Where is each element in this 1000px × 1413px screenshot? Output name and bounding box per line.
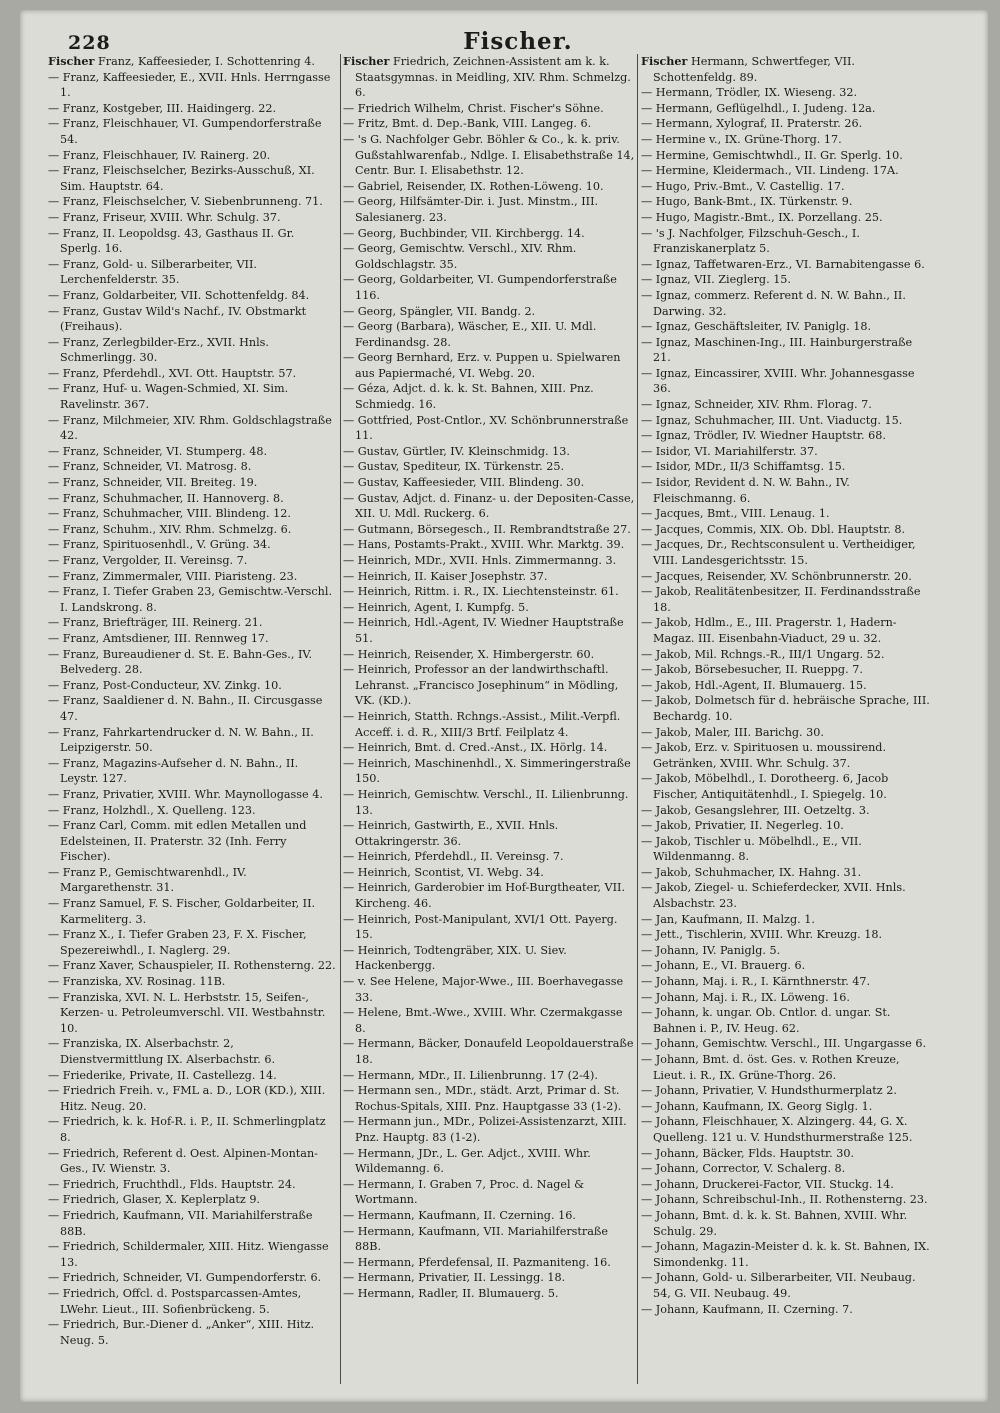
directory-entry: — Johann, IV. Paniglg. 5. bbox=[641, 943, 781, 957]
directory-entry: — Ignaz, commerz. Referent d. N. W. Bahn., II. Darwing. 32. bbox=[641, 288, 906, 318]
directory-entry: — Johann, Gemischtw. Verschl., III. Ungargasse 6. bbox=[641, 1037, 927, 1051]
directory-entry: — Franziska, IX. Alserbachstr. 2, Dienstvermittlung IX. Alserbachstr. 6. bbox=[48, 1037, 276, 1066]
directory-entry: — Franz, Holzhdl., X. Quelleng. 123. bbox=[48, 803, 256, 817]
column-1 bbox=[48, 54, 338, 1384]
directory-entry: — Heinrich, Statth. Rchngs.-Assist., Milit.-Verpfl. Acceff. i. d. R., XIII/3 Brtf. Feilplatz 4. bbox=[343, 709, 621, 739]
directory-entry: — Georg, Goldarbeiter, VI. Gumpendorferstraße 116. bbox=[343, 273, 617, 302]
directory-entry: — Gustav, Gürtler, IV. Kleinschmidg. 13. bbox=[343, 444, 570, 458]
directory-entry: — Franz, Schneider, VI. Stumperg. 48. bbox=[48, 444, 268, 458]
directory-entry: — Franz, Fleischhauer, IV. Rainerg. 20. bbox=[48, 148, 271, 162]
directory-entry: — Hugo, Magistr.-Bmt., IX. Porzellang. 25. bbox=[641, 210, 883, 224]
directory-entry: — Gustav, Kaffeesieder, VIII. Blindeng. 30. bbox=[343, 476, 585, 490]
directory-entry: — Jakob, Schuhmacher, IX. Hahng. 31. bbox=[641, 865, 862, 879]
directory-entry: — Ignaz, VII. Zieglerg. 15. bbox=[641, 273, 791, 287]
directory-entry: — Friedrich, Referent d. Oest. Alpinen-Montan-Ges., IV. Wienstr. 3. bbox=[48, 1146, 318, 1176]
directory-entry: — Jakob, Dolmetsch für d. hebräische Sprache, III. Bechardg. 10. bbox=[641, 694, 930, 723]
directory-entry: — Franz, Briefträger, III. Reinerg. 21. bbox=[48, 616, 263, 630]
directory-entry: — Franz, Friseur, XVIII. Whr. Schulg. 37. bbox=[48, 210, 281, 224]
directory-entry: — Heinrich, Hdl.-Agent, IV. Wiedner Hauptstraße 51. bbox=[343, 616, 624, 645]
directory-entry: — Géza, Adjct. d. k. k. St. Bahnen, XIII. Pnz. Schmiedg. 16. bbox=[343, 382, 594, 412]
directory-entry: — Hermann, Xylograf, II. Praterstr. 26. bbox=[641, 117, 863, 131]
directory-entry: — Johann, Kaufmann, IX. Georg Siglg. 1. bbox=[641, 1099, 873, 1113]
directory-entry: — Jett., Tischlerin, XVIII. Whr. Kreuzg. 18. bbox=[641, 928, 883, 942]
directory-entry: — Isidor, VI. Mariahilferstr. 37. bbox=[641, 444, 818, 458]
directory-entry: — Jacques, Bmt., VIII. Lenaug. 1. bbox=[641, 507, 830, 521]
directory-entry: — Franz, Fleischselcher, V. Siebenbrunneng. 71. bbox=[48, 195, 323, 209]
directory-entry: — Gustav, Adjct. d. Finanz- u. der Depositen-Casse, XII. U. Mdl. Ruckerg. 6. bbox=[343, 491, 635, 521]
directory-entry: — Friedrich Freih. v., FML a. D., LOR (KD.), XIII. Hitz. Neug. 20. bbox=[48, 1084, 326, 1113]
directory-entry: — Franz, Fleischselcher, Bezirks-Ausschuß, XI. Sim. Hauptstr. 64. bbox=[48, 164, 315, 193]
directory-entry: — Friedrich, Schildermaler, XIII. Hitz. Wiengasse 13. bbox=[48, 1240, 329, 1269]
directory-entry: — Ignaz, Maschinen-Ing., III. Hainburgerstraße 21. bbox=[641, 335, 913, 365]
directory-entry: — Heinrich, Scontist, VI. Webg. 34. bbox=[343, 865, 544, 879]
directory-entry: — Franz, II. Leopoldsg. 43, Gasthaus II. Gr. Sperlg. 16. bbox=[48, 226, 295, 256]
directory-entry: — Franz, Schuhmacher, VIII. Blindeng. 12. bbox=[48, 507, 291, 521]
directory-entry: — Hermine v., IX. Grüne-Thorg. 17. bbox=[641, 132, 842, 146]
directory-entry: — Franz Xaver, Schauspieler, II. Rothensterng. 22. bbox=[48, 959, 336, 973]
directory-entry: — Georg, Gemischtw. Verschl., XIV. Rhm. Goldschlagstr. 35. bbox=[343, 242, 577, 271]
directory-entry: — Hermann sen., MDr., städt. Arzt, Primar d. St. Rochus-Spitals, XIII. Pnz. Hauptgasse 33 (1-2). bbox=[343, 1084, 622, 1113]
directory-entry: — Hermann, Kaufmann, VII. Mariahilferstraße 88B. bbox=[343, 1224, 609, 1254]
directory-entry: — Friedrich, k. k. Hof-R. i. P., II. Schmerlingplatz 8. bbox=[48, 1115, 326, 1144]
directory-entry: — Hermann, Radler, II. Blumauerg. 5. bbox=[343, 1286, 559, 1300]
directory-entry: — Hermine, Gemischtwhdl., II. Gr. Sperlg. 10. bbox=[641, 148, 903, 162]
directory-entry: — Heinrich, Maschinenhdl., X. Simmeringerstraße 150. bbox=[343, 756, 631, 786]
directory-entry: Fischer Friedrich, Zeichnen-Assistent am k. k. Staatsgymnas. in Meidling, XIV. Rhm. Schmelzg. 6. bbox=[343, 54, 631, 100]
directory-entry: — Heinrich, Gemischtw. Verschl., II. Lilienbrunng. 13. bbox=[343, 787, 629, 817]
directory-entry: — Georg, Spängler, VII. Bandg. 2. bbox=[343, 304, 536, 318]
directory-entry: — Franz, Huf- u. Wagen-Schmied, XI. Sim. Ravelinstr. 367. bbox=[48, 382, 289, 412]
directory-entry: — Heinrich, MDr., XVII. Hnls. Zimmermanng. 3. bbox=[343, 554, 617, 567]
directory-entry: — Hans, Postamts-Prakt., XVIII. Whr. Marktg. 39. bbox=[343, 538, 625, 552]
directory-entry: — Jakob, Möbelhdl., I. Dorotheerg. 6, Jacob Fischer, Antiquitätenhdl., I. Spiegelg. 10. bbox=[641, 772, 889, 801]
directory-entry: — Franz, Schneider, VI. Matrosg. 8. bbox=[48, 460, 252, 474]
directory-entry: — Heinrich, Todtengräber, XIX. U. Siev. Hackenbergg. bbox=[343, 943, 567, 973]
directory-entry: — Hermann, I. Graben 7, Proc. d. Nagel & Wortmann. bbox=[343, 1177, 585, 1207]
directory-entry: — Hermann, Geflügelhdl., I. Judeng. 12a. bbox=[641, 101, 876, 115]
directory-entry: — Johann, Maj. i. R., IX. Löweng. 16. bbox=[641, 990, 850, 1004]
directory-entry: — Jakob, Privatier, II. Negerleg. 10. bbox=[641, 819, 844, 833]
directory-entry: — Heinrich, Reisender, X. Himbergerstr. 60. bbox=[343, 647, 595, 661]
directory-entry: — Franz, Kaffeesieder, E., XVII. Hnls. Herrngasse 1. bbox=[48, 70, 331, 100]
directory-entry: — Franz, Kostgeber, III. Haidingerg. 22. bbox=[48, 101, 277, 115]
directory-entry: — 's J. Nachfolger, Filzschuh-Gesch., I. Franziskanerplatz 5. bbox=[641, 226, 860, 256]
directory-entry: — Franz, Pferdehdl., XVI. Ott. Hauptstr. 57. bbox=[48, 366, 297, 380]
directory-entry: — Heinrich, Post-Manipulant, XVI/1 Ott. Payerg. 15. bbox=[343, 912, 618, 942]
directory-entry: — Hermann, JDr., L. Ger. Adjct., XVIII. Whr. Wildemanng. 6. bbox=[343, 1146, 591, 1176]
directory-entry: — Franz, Saaldiener d. N. Bahn., II. Circusgasse 47. bbox=[48, 694, 323, 723]
directory-entry: — Isidor, MDr., II/3 Schiffamtsg. 15. bbox=[641, 460, 846, 474]
directory-entry: — Franz, Goldarbeiter, VII. Schottenfeldg. 84. bbox=[48, 288, 310, 302]
directory-entry: — Georg (Barbara), Wäscher, E., XII. U. Mdl. Ferdinandsg. 28. bbox=[343, 320, 597, 349]
directory-entry: — Johann, Corrector, V. Schalerg. 8. bbox=[641, 1162, 846, 1176]
directory-entry: — Gustav, Spediteur, IX. Türkenstr. 25. bbox=[343, 460, 565, 474]
directory-entry: — Georg, Buchbinder, VII. Kirchbergg. 14. bbox=[343, 226, 585, 240]
directory-entry: — Franziska, XVI. N. L. Herbststr. 15, Seifen-, Kerzen- u. Petroleumverschl. VII. Westbahnstr. 10. bbox=[48, 990, 326, 1035]
directory-entry: — v. See Helene, Major-Wwe., III. Boerhavegasse 33. bbox=[343, 975, 624, 1004]
directory-entry: — Franz P., Gemischtwarenhdl., IV. Margarethenstr. 31. bbox=[48, 865, 247, 895]
directory-entry: — Georg, Hilfsämter-Dir. i. Just. Minstm., III. Salesianerg. 23. bbox=[343, 195, 599, 224]
directory-entry: — Hermann, Pferdefensal, II. Pazmaniteng. 16. bbox=[343, 1255, 611, 1269]
directory-entry: — Franz, Amtsdiener, III. Rennweg 17. bbox=[48, 631, 269, 645]
directory-entry: — Ignaz, Schuhmacher, III. Unt. Viaductg. 15. bbox=[641, 413, 903, 427]
directory-entry: — Friedrich, Schneider, VI. Gumpendorferstr. 6. bbox=[48, 1271, 322, 1285]
directory-entry: — Heinrich, Professor an der landwirthschaftl. Lehranst. „Francisco Josephinum“ in Mödling, VK. (KD.). bbox=[343, 663, 619, 708]
directory-entry: — Jakob, Hdlm., E., III. Pragerstr. 1, Hadern-Magaz. III. Eisenbahn-Viaduct, 29 u. 32. bbox=[641, 616, 897, 645]
directory-entry: — Johann, Bmt. d. öst. Ges. v. Rothen Kreuze, Lieut. i. R., IX. Grüne-Thorg. 26. bbox=[641, 1053, 900, 1082]
directory-entry: — Heinrich, Gastwirth, E., XVII. Hnls. Ottakringerstr. 36. bbox=[343, 819, 559, 848]
directory-entry: — 's G. Nachfolger Gebr. Böhler & Co., k. k. priv. Gußstahlwarenfab., Ndlge. I. Elisabethstraße 14, Centr. Bur. I. Elisabethstr. 12. bbox=[343, 132, 635, 178]
directory-entry: — Hugo, Bank-Bmt., IX. Türkenstr. 9. bbox=[641, 195, 853, 209]
directory-entry: — Franz, Schneider, VII. Breiteg. 19. bbox=[48, 476, 258, 490]
directory-entry: — Jacques, Dr., Rechtsconsulent u. Vertheidiger, VIII. Landesgerichtsstr. 15. bbox=[641, 538, 916, 567]
column-divider bbox=[340, 54, 341, 1384]
directory-entry: — Gutmann, Börsegesch., II. Rembrandtstraße 27. bbox=[343, 522, 631, 536]
directory-entry: — Johann, Fleischhauer, X. Alzingerg. 44, G. X. Quelleng. 121 u. V. Hundsthurmerstraße 125. bbox=[641, 1115, 913, 1144]
directory-entry: — Johann, k. ungar. Ob. Cntlor. d. ungar. St. Bahnen i. P., IV. Heug. 62. bbox=[641, 1006, 891, 1035]
directory-entry: — Jakob, Tischler u. Möbelhdl., E., VII. Wildenmanng. 8. bbox=[641, 834, 862, 864]
directory-entry: — Franz, Schuhm., XIV. Rhm. Schmelzg. 6. bbox=[48, 522, 292, 536]
directory-entry: — Heinrich, II. Kaiser Josephstr. 37. bbox=[343, 569, 548, 583]
directory-entry: — Friedrich, Bur.-Diener d. „Anker“, XIII. Hitz. Neug. 5. bbox=[48, 1318, 315, 1347]
directory-entry: — Heinrich, Pferdehdl., II. Vereinsg. 7. bbox=[343, 850, 564, 864]
directory-entry: — Helene, Bmt.-Wwe., XVIII. Whr. Czermakgasse 8. bbox=[343, 1006, 623, 1035]
directory-entry: — Jacques, Reisender, XV. Schönbrunnerstr. 20. bbox=[641, 569, 912, 583]
directory-entry: — Hermann, Privatier, II. Lessingg. 18. bbox=[343, 1271, 566, 1285]
directory-entry: — Franz, Schuhmacher, II. Hannoverg. 8. bbox=[48, 491, 284, 505]
directory-entry: — Johann, Gold- u. Silberarbeiter, VII. Neubaug. 54, G. VII. Neubaug. 49. bbox=[641, 1271, 916, 1300]
directory-entry: — Heinrich, Bmt. d. Cred.-Anst., IX. Hörlg. 14. bbox=[343, 741, 608, 755]
directory-entry: — Jakob, Hdl.-Agent, II. Blumauerg. 15. bbox=[641, 678, 867, 692]
directory-entry: — Ignaz, Trödler, IV. Wiedner Hauptstr. 68. bbox=[641, 429, 886, 443]
directory-entry: — Hermann, Kaufmann, II. Czerning. 16. bbox=[343, 1208, 576, 1222]
directory-entry: — Franziska, XV. Rosinag. 11B. bbox=[48, 975, 226, 989]
directory-entry: — Jacques, Commis, XIX. Ob. Dbl. Hauptstr. 8. bbox=[641, 522, 906, 536]
directory-entry: Fischer Hermann, Schwertfeger, VII. Schottenfeldg. 89. bbox=[641, 54, 855, 84]
directory-entry: — Friedrich, Fruchthdl., Flds. Hauptstr. 24. bbox=[48, 1177, 296, 1191]
directory-entry: — Franz, Spirituosenhdl., V. Grüng. 34. bbox=[48, 538, 271, 552]
directory-entry: — Hermann, Trödler, IX. Wieseng. 32. bbox=[641, 86, 858, 100]
directory-entry: — Jan, Kaufmann, II. Malzg. 1. bbox=[641, 912, 815, 926]
directory-entry: — Friedrich, Kaufmann, VII. Mariahilferstraße 88B. bbox=[48, 1208, 313, 1238]
directory-entry: — Georg Bernhard, Erz. v. Puppen u. Spielwaren aus Papiermaché, VI. Webg. 20. bbox=[343, 351, 621, 380]
directory-entry: — Franz, Gold- u. Silberarbeiter, VII. Lerchenfelderstr. 35. bbox=[48, 257, 257, 287]
directory-entry: — Friedrich, Glaser, X. Keplerplatz 9. bbox=[48, 1193, 260, 1207]
directory-entry: — Jakob, Realitätenbesitzer, II. Ferdinandsstraße 18. bbox=[641, 585, 921, 614]
directory-entry: — Fritz, Bmt. d. Dep.-Bank, VIII. Langeg. 6. bbox=[343, 117, 592, 131]
column-3 bbox=[641, 54, 933, 1384]
directory-entry: — Gottfried, Post-Cntlor., XV. Schönbrunnerstraße 11. bbox=[343, 413, 629, 443]
directory-entry: — Isidor, Revident d. N. W. Bahn., IV. Fleischmanng. 6. bbox=[641, 476, 850, 505]
directory-entry: — Johann, E., VI. Brauerg. 6. bbox=[641, 959, 806, 973]
directory-entry: Fischer Franz, Kaffeesieder, I. Schottenring 4. bbox=[48, 54, 315, 68]
directory-entry: — Franz, Fleischhauer, VI. Gumpendorferstraße 54. bbox=[48, 117, 322, 146]
directory-entry: — Friedrich, Offcl. d. Postsparcassen-Amtes, LWehr. Lieut., III. Sofienbrückeng. 5. bbox=[48, 1286, 302, 1316]
directory-entry: — Jakob, Börsebesucher, II. Rueppg. 7. bbox=[641, 663, 863, 677]
column-2 bbox=[343, 54, 635, 1384]
directory-entry: — Hermann, Bäcker, Donaufeld Leopoldauerstraße 18. bbox=[343, 1037, 634, 1066]
directory-entry: — Friederike, Private, II. Castellezg. 14. bbox=[48, 1068, 277, 1082]
directory-entry: — Franz, Zimmermaler, VIII. Piaristeng. 23. bbox=[48, 569, 298, 583]
directory-entry: — Franz, Post-Conducteur, XV. Zinkg. 10. bbox=[48, 678, 282, 692]
directory-entry: — Franz, Fahrkartendrucker d. N. W. Bahn., II. Leipzigerstr. 50. bbox=[48, 725, 314, 755]
directory-entry: — Jakob, Gesangslehrer, III. Oetzeltg. 3. bbox=[641, 803, 870, 817]
directory-entry: — Hermann jun., MDr., Polizei-Assistenzarzt, XIII. Pnz. Hauptg. 83 (1-2). bbox=[343, 1115, 627, 1144]
page-number: 228 bbox=[68, 32, 111, 54]
directory-entry: — Johann, Bäcker, Flds. Hauptstr. 30. bbox=[641, 1146, 855, 1160]
directory-entry: — Ignaz, Geschäftsleiter, IV. Paniglg. 18. bbox=[641, 320, 872, 334]
directory-entry: — Friedrich Wilhelm, Christ. Fischer's Söhne. bbox=[343, 101, 604, 115]
page-title: Fischer. bbox=[463, 28, 573, 55]
directory-entry: — Johann, Bmt. d. k. k. St. Bahnen, XVIII. Whr. Schulg. 29. bbox=[641, 1208, 908, 1238]
directory-entry: — Hermann, MDr., II. Lilienbrunng. 17 (2-4). bbox=[343, 1068, 598, 1082]
directory-entry: — Johann, Magazin-Meister d. k. k. St. Bahnen, IX. Simondenkg. 11. bbox=[641, 1240, 930, 1269]
directory-entry: — Johann, Maj. i. R., I. Kärnthnerstr. 47. bbox=[641, 975, 871, 989]
directory-entry: — Franz, Gustav Wild's Nachf., IV. Obstmarkt (Freihaus). bbox=[48, 304, 307, 334]
directory-entry: — Hermine, Kleidermach., VII. Lindeng. 17A. bbox=[641, 164, 899, 178]
directory-entry: — Ignaz, Taffetwaren-Erz., VI. Barnabitengasse 6. bbox=[641, 257, 925, 271]
directory-entry: — Franz X., I. Tiefer Graben 23, F. X. Fischer, Spezereiwhdl., I. Naglerg. 29. bbox=[48, 928, 307, 957]
directory-entry: — Franz, Bureaudiener d. St. E. Bahn-Ges., IV. Belvederg. 28. bbox=[48, 647, 313, 677]
directory-entry: — Heinrich, Garderobier im Hof-Burgtheater, VII. Kircheng. 46. bbox=[343, 881, 626, 911]
directory-entry: — Heinrich, Rittm. i. R., IX. Liechtensteinstr. 61. bbox=[343, 585, 619, 599]
directory-entry: — Franz, I. Tiefer Graben 23, Gemischtw.-Verschl. I. Landskrong. 8. bbox=[48, 585, 333, 614]
directory-entry: — Johann, Privatier, V. Hundsthurmerplatz 2. bbox=[641, 1084, 897, 1098]
directory-entry: — Franz, Milchmeier, XIV. Rhm. Goldschlagstraße 42. bbox=[48, 413, 332, 443]
directory-entry: — Franz, Magazins-Aufseher d. N. Bahn., II. Leystr. 127. bbox=[48, 756, 299, 786]
directory-entry: — Johann, Kaufmann, II. Czerning. 7. bbox=[641, 1302, 853, 1316]
directory-entry: — Jakob, Mil. Rchngs.-R., III/1 Ungarg. 52. bbox=[641, 647, 885, 661]
directory-entry: — Franz Carl, Comm. mit edlen Metallen und Edelsteinen, II. Praterstr. 32 (Inh. Ferry Fischer). bbox=[48, 819, 307, 864]
directory-entry: — Gabriel, Reisender, IX. Rothen-Löweng. 10. bbox=[343, 179, 604, 193]
directory-entry: — Ignaz, Schneider, XIV. Rhm. Florag. 7. bbox=[641, 398, 872, 412]
directory-entry: — Franz, Zerlegbilder-Erz., XVII. Hnls. Schmerlingg. 30. bbox=[48, 335, 269, 365]
directory-entry: — Franz, Vergolder, II. Vereinsg. 7. bbox=[48, 554, 248, 567]
directory-entry: — Johann, Druckerei-Factor, VII. Stuckg. 14. bbox=[641, 1177, 894, 1191]
directory-entry: — Franz Samuel, F. S. Fischer, Goldarbeiter, II. Karmeliterg. 3. bbox=[48, 897, 316, 926]
directory-entry: — Jakob, Maler, III. Barichg. 30. bbox=[641, 725, 824, 739]
directory-entry: — Franz, Privatier, XVIII. Whr. Maynollogasse 4. bbox=[48, 787, 323, 801]
directory-entry: — Johann, Schreibschul-Inh., II. Rothensterng. 23. bbox=[641, 1193, 928, 1207]
directory-entry: — Hugo, Priv.-Bmt., V. Castellig. 17. bbox=[641, 179, 845, 193]
column-divider bbox=[637, 54, 638, 1384]
directory-entry: — Jakob, Erz. v. Spirituosen u. moussirend. Getränken, XVIII. Whr. Schulg. 37. bbox=[641, 741, 887, 770]
directory-entry: — Heinrich, Agent, I. Kumpfg. 5. bbox=[343, 600, 529, 614]
directory-entry: — Jakob, Ziegel- u. Schieferdecker, XVII. Hnls. Alsbachstr. 23. bbox=[641, 881, 906, 911]
directory-entry: — Ignaz, Eincassirer, XVIII. Whr. Johannesgasse 36. bbox=[641, 366, 915, 396]
